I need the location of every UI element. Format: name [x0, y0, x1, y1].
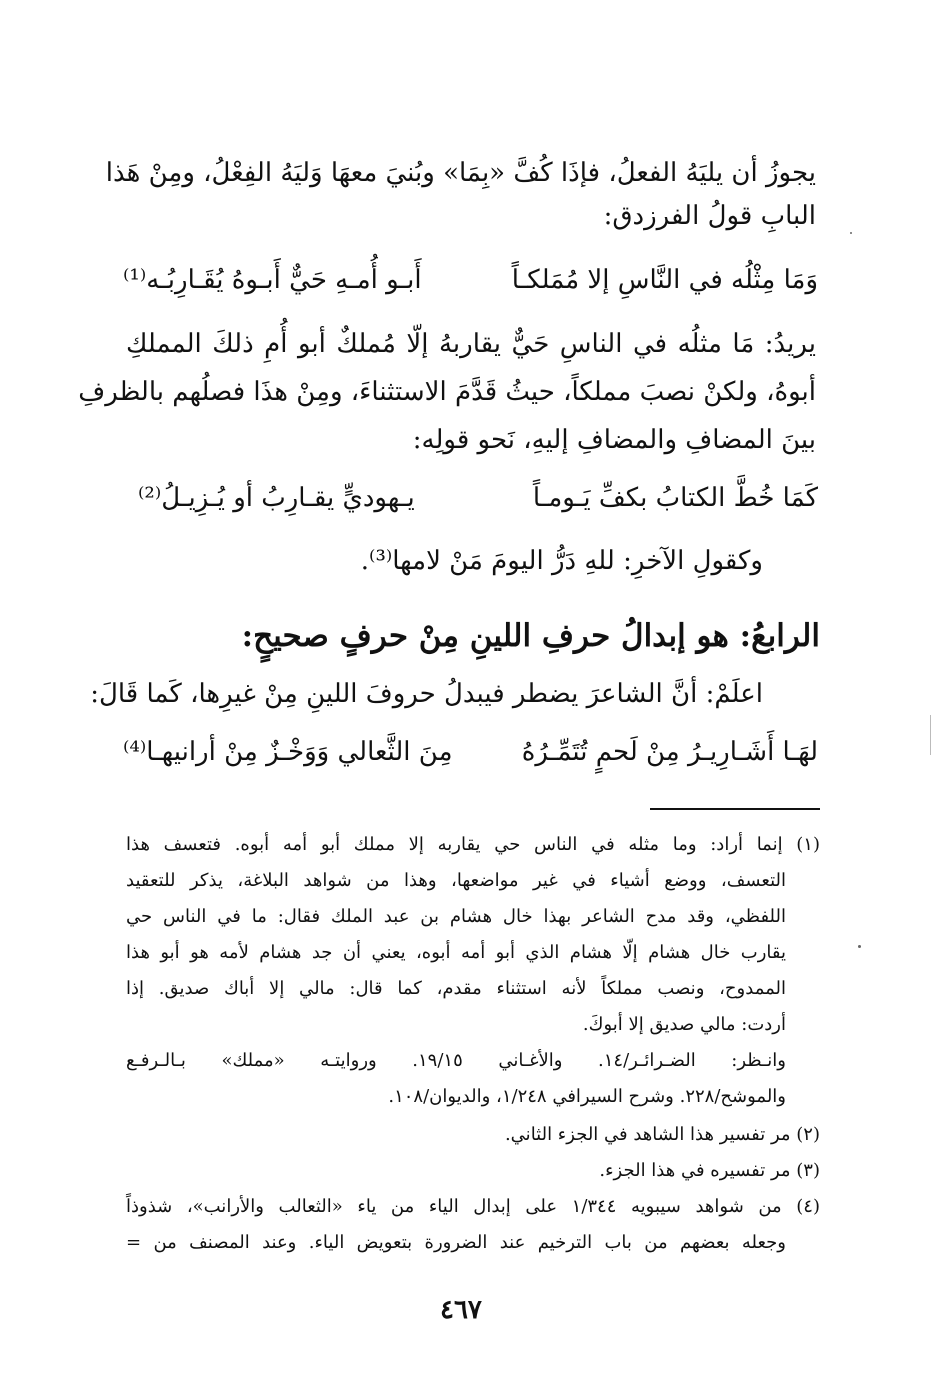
footnote-line: التعسف، ووضع أشياء في غير مواضعها، وهذا من شواهد البلاغة، يذكر للتعقيد: [126, 870, 786, 891]
footnote-line: (٣) مر تفسيره في هذا الجزء.: [599, 1160, 820, 1181]
body-line: أبوهُ، ولكنْ نصبَ مملكاً، حيثُ قَدَّمَ الاستثناءَ، ومِنْ هذَا فصلُهم بالظرفِ: [78, 377, 816, 407]
verse-3-first-hemistich: لهَـا أَشَـارِيـرُ مِنْ لَحمٍ تُتَمِّـرُهُ: [521, 737, 818, 767]
scan-speck: [858, 945, 861, 948]
footnote-line: والموشح/٢٢٨. وشرح السيرافي ١/٢٤٨، والديوان/١٠٨.: [388, 1086, 786, 1107]
footnote-line: (٢) مر تفسير هذا الشاهد في الجزء الثاني.: [504, 1124, 820, 1145]
footnote-line: أردت: مالي صديق إلا أبوكَ.: [582, 1014, 786, 1035]
verse-1-first-hemistich: وَمَا مِثْلُه في النَّاسِ إلا مُمَلكـاً: [511, 265, 818, 295]
verse-2-second-hemistich: يـهوديٍّ يقـارِبُ أو يُـزِيـلُ⁽²⁾: [138, 483, 415, 513]
footnote-line: (١) إنما أراد: وما مثله في الناس حي يقاربه إلا مملك أبو أمه أبوه. فتعسف هذا: [126, 834, 820, 855]
footnote-line: وجعله بعضهم من باب الترخيم عند الضرورة بتعويض الياء. وعند المصنف من =: [126, 1232, 786, 1253]
verse-1: [123, 258, 818, 302]
verse-2: [123, 476, 818, 520]
footnote-line: وانـظر: الضـرائـر/١٤. والأغـاني ١٩/١٥. وروايتـه «مملك» بـالـرفـع: [126, 1050, 786, 1071]
footnote-line: يقارب خال هشام إلّا هشام الذي أبو أمه أبوه، يعني أن جد هشام لأمه هو أبو هذا: [126, 942, 786, 963]
body-line: وكقولِ الآخرِ: للهِ دَرُّ اليومَ مَنْ لامها⁽³⁾.: [360, 546, 763, 576]
verse-3: [123, 730, 818, 774]
scan-mark: [930, 715, 931, 755]
footnote-separator: [650, 808, 820, 810]
verse-2-first-hemistich: كَمَا خُطَّ الكتابُ بكفِّ يَـومـاً: [532, 483, 818, 513]
scan-speck: [850, 232, 852, 234]
page-number: ٤٦٧: [440, 1295, 482, 1325]
footnote-line: اللفظي، وقد مدح الشاعر بهذا خال هشام بن عبد الملك فقال: ما في الناس حي: [126, 906, 786, 927]
verse-1-second-hemistich: أَبـو أُمـهِ حَيٌّ أَبـوهُ يُقَـارِبُـه⁽¹⁾: [123, 265, 422, 295]
footnote-line: (٤) من شواهد سيبويه ١/٣٤٤ على إبدال الياء من ياء «الثعالب والأرانب»، شذوذاً: [126, 1196, 820, 1217]
footnote-line: الممدوح، ونصب مملكاً لأنه استثناء مقدم، كما قال: مالي إلا أباك صديق. إذا: [126, 978, 786, 999]
body-line: اعلَمْ: أنَّ الشاعرَ يضطر فيبدلُ حروفَ اللينِ مِنْ غيرِها، كَما قَالَ:: [90, 679, 763, 709]
body-line: البابِ قولُ الفرزدق:: [603, 201, 816, 231]
body-line: بينَ المضافِ والمضافِ إليهِ، نَحو قولِه:: [412, 425, 816, 455]
body-line: يجوزُ أن يليَهُ الفعلُ، فإذَا كُفَّ «بِمَا» وبُنيَ معهَا وَليَهُ الفِعْلُ، ومِنْ هَذا: [105, 158, 816, 188]
verse-3-second-hemistich: مِنَ الثَّعالي وَوَخْـزٌ مِنْ أرانيهـا⁽⁴⁾: [123, 737, 453, 767]
body-line: يريدُ: مَا مثلُه في الناسِ حَيٌّ يقاربهُ إلّا مُملكٌ أبو أُمِ ذلكَ المملكِ: [126, 329, 816, 359]
section-heading: الرابعُ: هو إبدالُ حرفِ اللينِ مِنْ حرفٍ صحيحٍ:: [241, 618, 820, 654]
